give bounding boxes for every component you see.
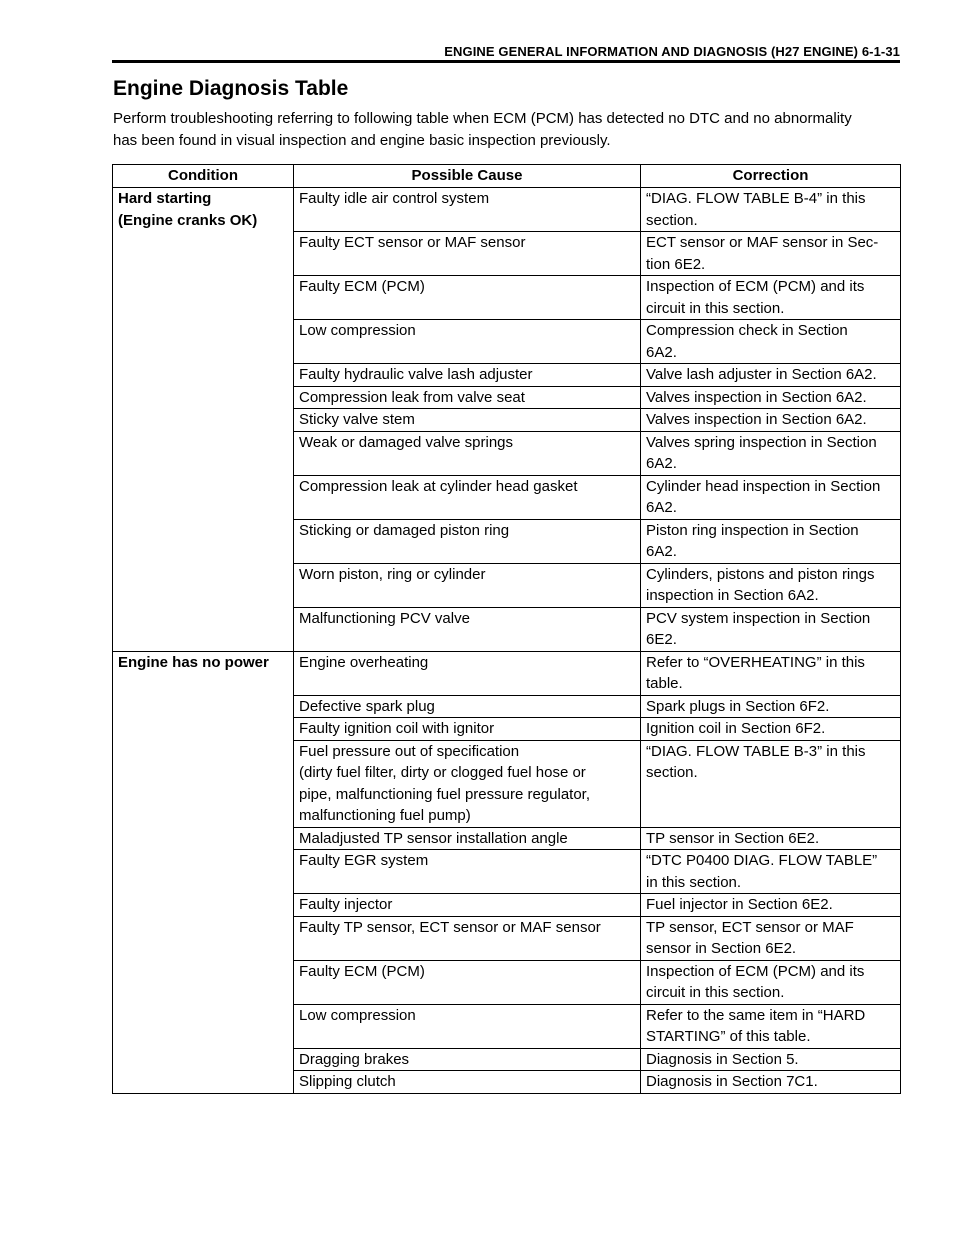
possible-cause-cell — [294, 916, 641, 960]
possible-cause-cell — [294, 607, 641, 651]
possible-cause-cell — [294, 475, 641, 519]
cause-line: Faulty ignition coil with ignitor — [299, 720, 495, 737]
correction-line: 6A2. — [646, 543, 677, 560]
page-title: Engine Diagnosis Table — [113, 77, 349, 100]
correction-line: ECT sensor or MAF sensor in Sec- — [646, 234, 879, 251]
correction-cell — [641, 916, 901, 960]
cause-line: Compression leak at cylinder head gasket — [299, 477, 578, 495]
cause-line: Faulty hydraulic valve lash adjuster — [299, 366, 533, 383]
correction-cell — [641, 320, 901, 364]
correction-line: 6E2. — [646, 631, 677, 648]
table-header-row — [113, 165, 901, 188]
correction-line: in this section. — [646, 873, 742, 891]
cause-line: Sticky valve stem — [299, 411, 415, 428]
cause-line: Engine overheating — [299, 653, 429, 671]
correction-cell — [641, 960, 901, 1004]
correction-cell — [641, 188, 901, 232]
correction-line: TP sensor, ECT sensor or MAF — [646, 918, 854, 936]
correction-line: “DIAG. FLOW TABLE B-3” in this — [646, 742, 866, 760]
possible-cause-cell — [294, 519, 641, 563]
cause-line: Fuel pressure out of specification — [299, 742, 520, 760]
correction-line: section. — [646, 211, 698, 229]
correction-line: inspection in Section 6A2. — [646, 587, 819, 604]
correction-cell — [641, 651, 901, 695]
condition-cell — [113, 651, 294, 1093]
condition-line: (Engine cranks OK) — [118, 211, 258, 229]
possible-cause-cell — [294, 850, 641, 894]
correction-line: 6A2. — [646, 343, 677, 361]
correction-line: Fuel injector in Section 6E2. — [646, 896, 833, 913]
cause-line: Sticking or damaged piston ring — [299, 521, 510, 539]
condition-line: Hard starting — [118, 190, 212, 207]
possible-cause-cell — [294, 563, 641, 607]
cause-line: (dirty fuel filter, dirty or clogged fuel hose or — [299, 764, 586, 781]
correction-line: Cylinders, pistons and piston rings — [646, 565, 875, 583]
correction-cell — [641, 386, 901, 409]
intro-line: has been found in visual inspection and engine basic inspection previously. — [113, 132, 611, 149]
possible-cause-cell — [294, 651, 641, 695]
correction-line: Refer to “OVERHEATING” in this — [646, 653, 865, 671]
correction-cell — [641, 1071, 901, 1094]
correction-line: 6A2. — [646, 499, 677, 516]
correction-line: PCV system inspection in Section — [646, 609, 871, 627]
possible-cause-cell — [294, 960, 641, 1004]
possible-cause-cell — [294, 695, 641, 718]
cause-line: Low compression — [299, 322, 416, 339]
correction-cell — [641, 364, 901, 387]
condition-line: Engine has no power — [118, 653, 269, 671]
possible-cause-cell — [294, 740, 641, 827]
correction-cell — [641, 519, 901, 563]
cause-line: Faulty ECT sensor or MAF sensor — [299, 234, 526, 251]
correction-cell — [641, 827, 901, 850]
correction-line: section. — [646, 764, 698, 781]
correction-cell — [641, 276, 901, 320]
correction-cell — [641, 607, 901, 651]
correction-cell — [641, 475, 901, 519]
cause-line: Faulty ECM (PCM) — [299, 962, 425, 980]
table-row — [113, 188, 901, 232]
correction-line: tion 6E2. — [646, 255, 706, 273]
cause-line: Maladjusted TP sensor installation angle — [299, 829, 568, 847]
cause-line: Weak or damaged valve springs — [299, 433, 513, 451]
possible-cause-cell — [294, 386, 641, 409]
cause-line: Worn piston, ring or cylinder — [299, 565, 486, 583]
correction-line: Refer to the same item in “HARD — [646, 1006, 866, 1024]
possible-cause-cell — [294, 320, 641, 364]
correction-line: circuit in this section. — [646, 984, 785, 1001]
correction-line: Cylinder head inspection in Section — [646, 477, 881, 495]
possible-cause-cell — [294, 409, 641, 432]
possible-cause-cell — [294, 188, 641, 232]
possible-cause-cell — [294, 364, 641, 387]
header-possible-cause: Possible Cause — [294, 165, 641, 188]
possible-cause-cell — [294, 232, 641, 276]
correction-cell — [641, 894, 901, 917]
correction-line: “DTC P0400 DIAG. FLOW TABLE” — [646, 852, 878, 869]
correction-cell — [641, 695, 901, 718]
cause-line: Slipping clutch — [299, 1073, 396, 1090]
possible-cause-cell — [294, 827, 641, 850]
condition-cell — [113, 188, 294, 652]
possible-cause-cell — [294, 894, 641, 917]
header-correction: Correction — [641, 165, 901, 188]
intro-line: Perform troubleshooting referring to following table when ECM (PCM) has detected no DTC and no abnormality — [113, 110, 852, 127]
cause-line: Defective spark plug — [299, 697, 435, 715]
possible-cause-cell — [294, 1071, 641, 1094]
correction-line: sensor in Section 6E2. — [646, 940, 797, 957]
correction-line: circuit in this section. — [646, 299, 785, 317]
correction-line: 6A2. — [646, 455, 677, 472]
possible-cause-cell — [294, 431, 641, 475]
correction-line: Valves spring inspection in Section — [646, 433, 877, 451]
correction-line: table. — [646, 675, 683, 692]
correction-line: Diagnosis in Section 7C1. — [646, 1073, 818, 1090]
correction-cell — [641, 1048, 901, 1071]
cause-line: Faulty EGR system — [299, 852, 429, 869]
correction-line: Inspection of ECM (PCM) and its — [646, 278, 865, 295]
possible-cause-cell — [294, 718, 641, 741]
correction-line: Compression check in Section — [646, 322, 848, 339]
correction-line: Valve lash adjuster in Section 6A2. — [646, 366, 877, 383]
correction-cell — [641, 431, 901, 475]
correction-line: Valves inspection in Section 6A2. — [646, 388, 867, 406]
table-row — [113, 651, 901, 695]
correction-cell — [641, 718, 901, 741]
correction-line: “DIAG. FLOW TABLE B-4” in this — [646, 190, 866, 207]
cause-line: Compression leak from valve seat — [299, 388, 525, 406]
cause-line: Dragging brakes — [299, 1050, 410, 1068]
possible-cause-cell — [294, 1048, 641, 1071]
cause-line: Faulty TP sensor, ECT sensor or MAF sensor — [299, 918, 601, 936]
header-rule — [112, 60, 900, 63]
cause-line: Faulty injector — [299, 896, 393, 913]
correction-cell — [641, 563, 901, 607]
intro-paragraph — [113, 108, 905, 152]
cause-line: pipe, malfunctioning fuel pressure regulator, — [299, 785, 591, 803]
possible-cause-cell — [294, 276, 641, 320]
correction-line: Valves inspection in Section 6A2. — [646, 411, 867, 428]
correction-line: STARTING” of this table. — [646, 1028, 811, 1045]
correction-cell — [641, 409, 901, 432]
possible-cause-cell — [294, 1004, 641, 1048]
diagnosis-table — [112, 164, 901, 1094]
cause-line: Faulty ECM (PCM) — [299, 278, 425, 295]
running-header: ENGINE GENERAL INFORMATION AND DIAGNOSIS (H27 ENGINE) 6-1-31 — [444, 44, 900, 59]
cause-line: Faulty idle air control system — [299, 190, 490, 207]
cause-line: malfunctioning fuel pump) — [299, 807, 471, 824]
cause-line: Malfunctioning PCV valve — [299, 609, 470, 627]
correction-cell — [641, 850, 901, 894]
correction-line: TP sensor in Section 6E2. — [646, 829, 820, 847]
correction-line: Ignition coil in Section 6F2. — [646, 720, 826, 737]
cause-line: Low compression — [299, 1006, 416, 1024]
correction-line: Diagnosis in Section 5. — [646, 1050, 799, 1068]
correction-line: Inspection of ECM (PCM) and its — [646, 962, 865, 980]
correction-line: Spark plugs in Section 6F2. — [646, 697, 830, 715]
correction-cell — [641, 740, 901, 827]
correction-cell — [641, 1004, 901, 1048]
correction-cell — [641, 232, 901, 276]
correction-line: Piston ring inspection in Section — [646, 521, 859, 539]
header-condition: Condition — [113, 165, 294, 188]
